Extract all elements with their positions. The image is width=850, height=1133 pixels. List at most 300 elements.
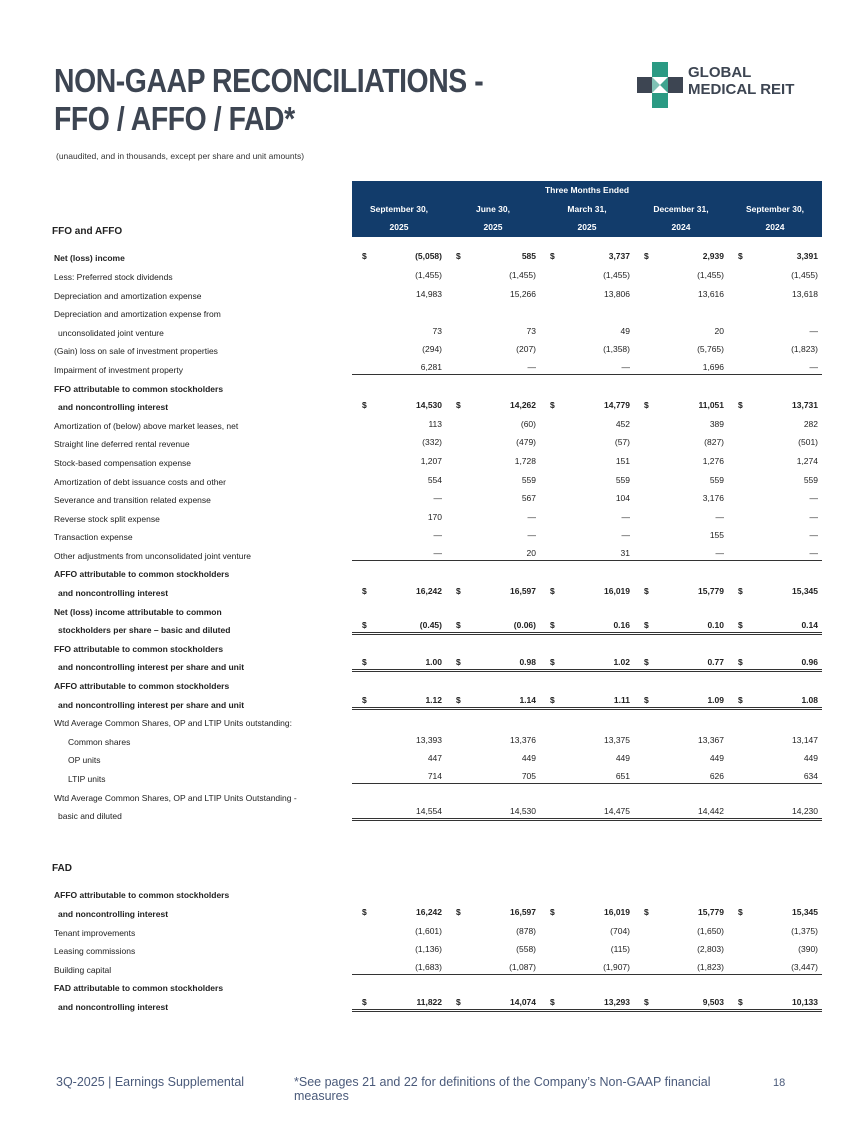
currency-symbol: $ [644,657,649,668]
row-label: Building capital [54,964,112,975]
cell [352,468,446,487]
cell [352,938,446,957]
cell [540,263,634,282]
cell [446,356,540,375]
cell [634,319,728,338]
cell-value: (294) [422,344,442,355]
cell-value: 1,274 [796,455,818,466]
cell-value: — [809,325,818,336]
cell-value: 15,266 [510,288,536,299]
currency-symbol: $ [456,251,461,262]
table-row [52,803,822,822]
row-label: Common shares [68,736,131,747]
row-label: basic and diluted [58,811,122,822]
table-row [52,263,822,282]
table-row [52,356,822,375]
cell-value: 449 [615,753,630,764]
cell-value: 73 [432,325,442,336]
cell-value: 13,375 [604,734,630,745]
currency-symbol: $ [362,906,367,917]
cell [446,617,540,636]
cell-value: 11,822 [416,996,442,1007]
cell [352,505,446,524]
cell-value: 14,262 [510,400,536,411]
cell-value: (704) [610,925,630,936]
row-label: and noncontrolling interest per share and unit [58,699,245,710]
cell-value: 13,393 [416,734,442,745]
page-subtitle: (unaudited, and in thousands, except per share and unit amounts) [56,151,305,161]
cell-value: — [433,493,442,504]
row-label: unconsolidated joint venture [58,327,164,338]
cell-value: (1,358) [603,344,630,355]
cell [728,245,822,264]
cell-value: 1,696 [702,361,724,372]
cell-value: 14,983 [416,288,442,299]
cell [728,468,822,487]
cell-value: 1,276 [702,455,724,466]
cell [352,579,446,598]
cell [540,956,634,975]
cell-value: 13,618 [792,288,818,299]
currency-symbol: $ [362,400,367,411]
cell [728,919,822,938]
cell-value: 1.00 [425,657,442,668]
cell [634,263,728,282]
cell-value: (57) [614,437,630,448]
cell [634,747,728,766]
table-row [52,938,822,957]
cell [634,617,728,636]
cell [728,938,822,957]
footer-note: *See pages 21 and 22 for definitions of the Company’s Non-GAAP financial measures [294,1075,711,1103]
cell [352,900,446,919]
cell [352,487,446,506]
cell [540,919,634,938]
cell [634,654,728,673]
cell [728,747,822,766]
cell [634,412,728,431]
cell [540,654,634,673]
currency-symbol: $ [550,906,555,917]
row-label: Transaction expense [54,532,133,543]
cell [446,394,540,413]
cell [352,803,446,822]
row-label: FFO attributable to common stockholders [54,383,224,394]
section-fad-row [52,855,822,874]
cell [540,468,634,487]
row-label: AFFO attributable to common stockholders [54,681,230,692]
row-label: and noncontrolling interest [58,1001,169,1012]
cell-value: 155 [709,530,724,541]
currency-symbol: $ [362,251,367,262]
cell-value: — [527,511,536,522]
row-label: and noncontrolling interest per share and unit [58,662,245,673]
cell [446,282,540,301]
cell-value: (1,650) [697,925,724,936]
table-row [52,505,822,524]
table-row [52,542,822,561]
table-row [52,747,822,766]
cell-value: — [809,547,818,558]
cell [634,542,728,561]
cell [446,691,540,710]
period-year: 2025 [352,218,446,237]
cell-value: (2,803) [697,944,724,955]
cell-value: 1.12 [425,694,442,705]
cell [728,728,822,747]
row-net_per_share-label [52,598,822,617]
cell-value: — [809,530,818,541]
cell-value: 170 [427,511,442,522]
row-label: and noncontrolling interest [58,908,169,919]
cell-value: 634 [803,771,818,781]
row-label: AFFO attributable to common stockholders [54,569,230,580]
cell-value: 14,230 [792,806,818,817]
cell [634,468,728,487]
ffo-affo-fad-table [52,181,822,1012]
cell [634,765,728,784]
table-row [52,468,822,487]
cell [352,412,446,431]
cell [352,728,446,747]
cell [352,394,446,413]
row-label: Leasing commissions [54,946,136,957]
period-month: June 30, [446,200,540,219]
cell-value: 15,345 [792,906,818,917]
cell-value: (1,136) [415,944,442,955]
cell-value: 1,728 [514,455,536,466]
cell [728,319,822,338]
title-line-1: NON-GAAP RECONCILIATIONS - [54,62,484,99]
currency-symbol: $ [738,694,743,705]
table-row [52,524,822,543]
row-dep_jv-label [52,301,822,320]
cell-value: 13,147 [792,734,818,745]
cell-value: — [715,511,724,522]
currency-symbol: $ [550,586,555,597]
cell [634,449,728,468]
cell-value: 0.16 [613,620,630,631]
cell [446,487,540,506]
table-row [52,710,822,729]
cell-value: (1,683) [415,961,442,972]
row-affo-label [52,561,822,580]
cell-value: (5,765) [697,344,724,355]
table-row [52,338,822,357]
cell [446,956,540,975]
cell [540,487,634,506]
cell-value: — [433,547,442,558]
cell [634,394,728,413]
period-month: September 30, [728,200,822,219]
cell-value: 6,281 [420,361,442,372]
cell-value: 73 [526,325,536,336]
cell-value: 10,133 [792,996,818,1007]
cell [352,356,446,375]
cell [352,319,446,338]
row-fad_affo-label [52,882,822,901]
row-label: Straight line deferred rental revenue [54,439,190,450]
cell [446,542,540,561]
cell [352,431,446,450]
row-label: (Gain) loss on sale of investment properties [54,346,218,357]
cell [352,449,446,468]
cell [446,338,540,357]
cell [540,542,634,561]
cell [728,765,822,784]
cell [446,468,540,487]
cell [728,524,822,543]
cell-value: 13,293 [604,996,630,1007]
currency-symbol: $ [738,996,743,1007]
currency-symbol: $ [456,586,461,597]
cell-value: (0.06) [513,620,536,631]
row-label: Less: Preferred stock dividends [54,271,173,282]
cell [634,338,728,357]
period-month: September 30, [352,200,446,219]
cell-value: (1,455) [697,269,724,280]
cell-value: 585 [521,251,536,262]
cell-value: 13,616 [698,288,724,299]
cell [634,505,728,524]
cell [540,449,634,468]
cell-value: 449 [803,753,818,764]
currency-symbol: $ [738,657,743,668]
cell [352,542,446,561]
period-month-row [52,200,822,219]
cell-value: 1.02 [613,657,630,668]
cell-value: 14,530 [416,400,442,411]
cell-value: 282 [803,418,818,429]
cell-value: (479) [516,437,536,448]
cell-value: (1,823) [697,961,724,972]
currency-symbol: $ [456,657,461,668]
row-label: Amortization of (below) above market leases, net [54,420,239,431]
cell [634,245,728,264]
cell [728,579,822,598]
row-ffo_per_share-label [52,635,822,654]
cell [446,938,540,957]
currency-symbol: $ [550,400,555,411]
row-label: Tenant improvements [54,927,136,938]
cell [634,487,728,506]
table-row [52,487,822,506]
cell-value: 0.14 [801,620,818,631]
cell [540,728,634,747]
cell [352,617,446,636]
table-row [52,993,822,1012]
table-row [52,431,822,450]
currency-symbol: $ [550,251,555,262]
row-label: Amortization of debt issuance costs and other [54,476,226,487]
cell [540,394,634,413]
period-year-row [52,218,822,237]
cell-value: (878) [516,925,536,936]
row-fad-label [52,975,822,994]
cell [634,524,728,543]
cell-value: — [621,511,630,522]
cell-value: 559 [615,474,630,485]
currency-symbol: $ [644,251,649,262]
logo-line-1: GLOBAL [688,64,752,81]
table-row [52,394,822,413]
cell [540,747,634,766]
row-label: OP units [68,755,101,766]
cell-value: 104 [615,493,630,504]
cell-value: 14,554 [416,806,442,817]
currency-symbol: $ [550,996,555,1007]
cell [352,524,446,543]
cell-value: 16,242 [416,586,442,597]
row-label: Wtd Average Common Shares, OP and LTIP Units outstanding: [54,718,292,729]
cell [728,487,822,506]
cell [728,394,822,413]
period-month: March 31, [540,200,634,219]
currency-symbol: $ [456,996,461,1007]
cell-value: — [433,530,442,541]
cell [728,431,822,450]
currency-symbol: $ [738,586,743,597]
table-row [52,900,822,919]
logo-text [688,64,794,98]
cell-value: 1.08 [801,694,818,705]
cell-value: (390) [798,944,818,955]
cell-value: 389 [709,418,724,429]
row-affo_per_share-label [52,672,822,691]
table-row [52,412,822,431]
cell-value: 559 [521,474,536,485]
cell [352,691,446,710]
cell [540,803,634,822]
currency-symbol: $ [362,620,367,631]
cell-value: 0.10 [707,620,724,631]
cell [540,691,634,710]
cell [728,691,822,710]
cell [728,263,822,282]
cell [540,412,634,431]
cell [540,900,634,919]
cell-value: (5,058) [415,251,442,262]
cell-value: 554 [427,474,442,485]
cell-value: 16,019 [604,906,630,917]
section-title-ffo: FFO and AFFO [52,218,352,237]
cell-value: (332) [422,437,442,448]
cell [540,356,634,375]
cell-value: (115) [610,944,630,955]
cell-value: 1.11 [613,694,630,705]
row-label: Depreciation and amortization expense [54,290,202,301]
cell [728,956,822,975]
cell-value: 1.14 [519,694,536,705]
currency-symbol: $ [738,251,743,262]
table-row [52,579,822,598]
row-wtd_total-label [52,784,822,803]
page-title [54,62,484,138]
cell-value: (1,455) [791,269,818,280]
cell [728,542,822,561]
cell-value: — [715,547,724,558]
cell-value: — [809,493,818,504]
cell [446,919,540,938]
cell-value: 0.77 [707,657,724,668]
cell-value: 449 [521,753,536,764]
cell-value: 14,475 [604,806,630,817]
table-row [52,449,822,468]
cell [446,728,540,747]
cell-value: 1,207 [420,455,442,466]
cell [446,319,540,338]
cell-value: 651 [615,771,630,781]
cell [634,919,728,938]
currency-symbol: $ [362,694,367,705]
cell [634,282,728,301]
cell-value: 15,779 [698,586,724,597]
cell [634,579,728,598]
table-row [52,919,822,938]
cell [446,431,540,450]
cell [352,919,446,938]
cell-value: 20 [714,325,724,336]
currency-symbol: $ [550,694,555,705]
cell-value: (501) [798,437,818,448]
cell-value: 16,242 [416,906,442,917]
cell-value: — [527,530,536,541]
cell [728,900,822,919]
cell-value: 14,530 [510,806,536,817]
cell-value: 14,779 [604,400,630,411]
title-line-2: FFO / AFFO / FAD* [54,100,295,137]
cell [446,524,540,543]
cell-value: (60) [520,418,536,429]
cell-value: 2,939 [702,251,724,262]
table-row [52,728,822,747]
row-label: Reverse stock split expense [54,513,160,524]
cell-value: (827) [704,437,724,448]
cell-value: 151 [615,455,630,466]
cell [446,263,540,282]
cell-value: — [621,530,630,541]
cell [352,765,446,784]
footer-label: 3Q-2025 | Earnings Supplemental [56,1075,245,1089]
cell-value: 13,731 [792,400,818,411]
cell [634,900,728,919]
cell [352,654,446,673]
cell-value: — [809,511,818,522]
currency-symbol: $ [456,906,461,917]
cell-value: 13,806 [604,288,630,299]
cell [728,338,822,357]
cell [540,338,634,357]
cell [728,617,822,636]
cell [634,993,728,1012]
currency-symbol: $ [644,620,649,631]
cell-value: 3,176 [702,493,724,504]
cell [446,505,540,524]
period-year: 2024 [728,218,822,237]
table-row [52,691,822,710]
currency-symbol: $ [738,906,743,917]
header-band-row [52,181,822,200]
cell [634,956,728,975]
row-label: FAD attributable to common stockholders [54,983,224,994]
cell [446,412,540,431]
cell-value: 16,597 [510,586,536,597]
row-label: Wtd Average Common Shares, OP and LTIP Units Outstanding - [54,792,297,803]
table-row [52,245,822,264]
row-label: Depreciation and amortization expense from [54,309,221,320]
cell [540,617,634,636]
cell [634,356,728,375]
